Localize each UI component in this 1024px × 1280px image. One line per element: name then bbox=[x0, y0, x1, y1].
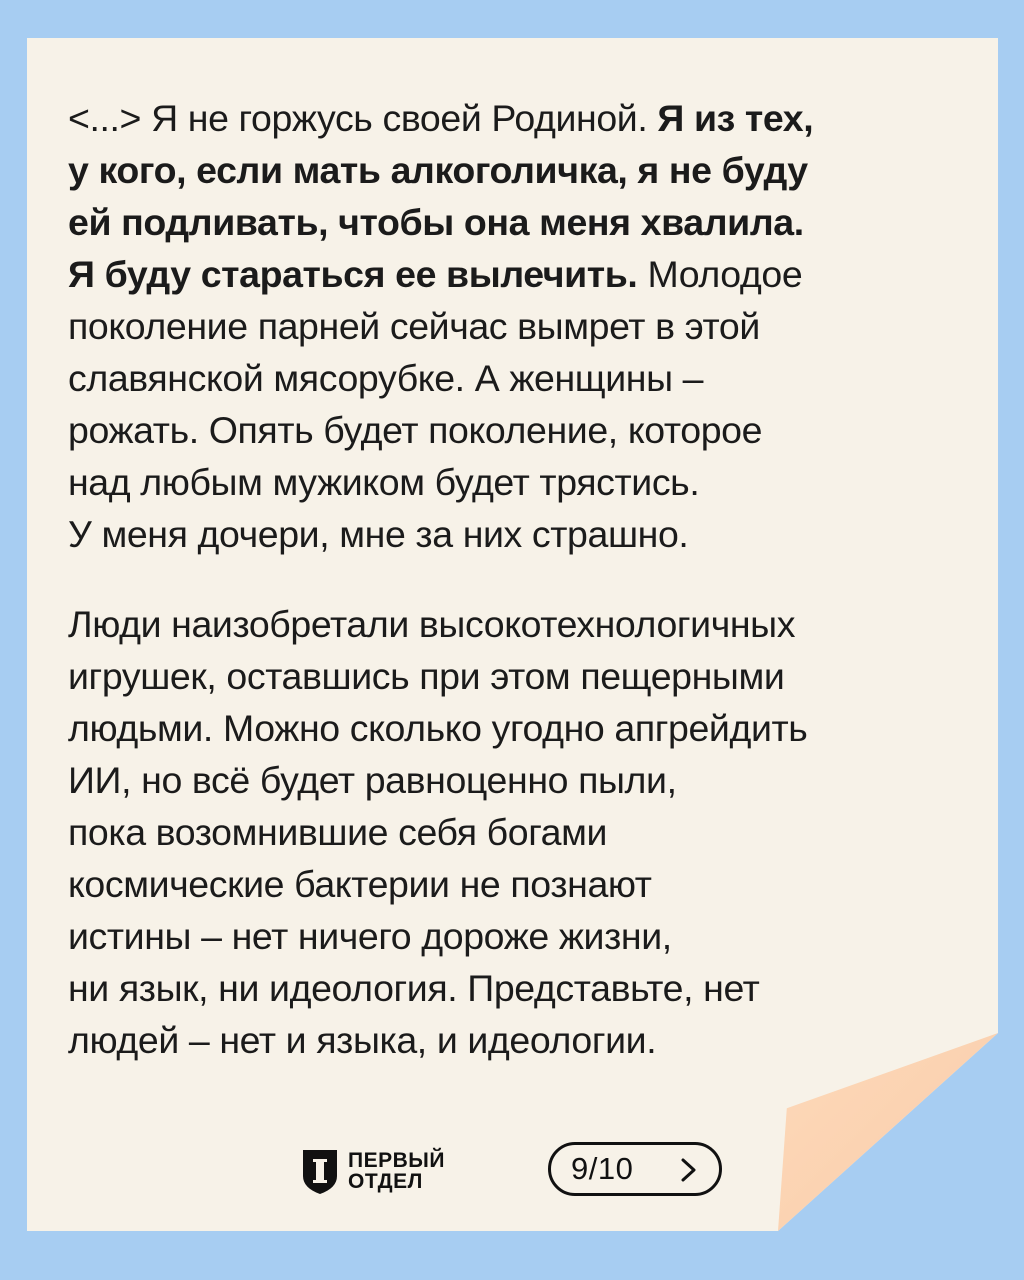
text-line: ей подливать, чтобы она меня хвалила. bbox=[68, 201, 804, 243]
text-line: людей – нет и языка, и идеологии. bbox=[68, 1019, 657, 1061]
text-line: У меня дочери, мне за них страшно. bbox=[68, 513, 689, 555]
text-line: ни язык, ни идеология. Представьте, нет bbox=[68, 967, 760, 1009]
text-line: игрушек, оставшись при этом пещерными bbox=[68, 655, 785, 697]
text-line: людьми. Можно сколько угодно апгрейдить bbox=[68, 707, 808, 749]
article-text bbox=[68, 92, 968, 1066]
text-line: поколение парней сейчас вымрет в этой bbox=[68, 305, 760, 347]
paragraph-2 bbox=[68, 598, 968, 1066]
brand-logo bbox=[300, 1146, 445, 1196]
text-regular: <...> Я не горжусь своей Родиной. bbox=[68, 97, 658, 139]
brand-name-line-1: ПЕРВЫЙ bbox=[348, 1149, 445, 1172]
text-bold: Я буду стараться ее вылечить. bbox=[68, 253, 638, 295]
text-line bbox=[68, 248, 968, 300]
paragraph-1 bbox=[68, 92, 968, 560]
page-counter: 9/10 bbox=[571, 1151, 634, 1186]
text-line: пока возомнившие себя богами bbox=[68, 811, 608, 853]
text-line: рожать. Опять будет поколение, которое bbox=[68, 409, 763, 451]
page-indicator-button[interactable] bbox=[548, 1142, 722, 1196]
text-line: славянской мясорубке. А женщины – bbox=[68, 357, 704, 399]
shield-icon bbox=[300, 1146, 340, 1196]
text-line bbox=[68, 92, 968, 144]
brand-name-line-2: ОТДЕЛ bbox=[348, 1170, 423, 1193]
text-line: Люди наизобретали высокотехнологичных bbox=[68, 603, 796, 645]
text-line: над любым мужиком будет трястись. bbox=[68, 461, 700, 503]
text-line: космические бактерии не познают bbox=[68, 863, 652, 905]
text-regular: Молодое bbox=[637, 253, 803, 295]
chevron-right-icon bbox=[677, 1157, 701, 1183]
brand-name bbox=[348, 1150, 445, 1192]
text-line: истины – нет ничего дороже жизни, bbox=[68, 915, 672, 957]
text-line: у кого, если мать алкоголичка, я не буду bbox=[68, 149, 808, 191]
text-bold: Я из тех, bbox=[657, 97, 814, 139]
text-line: ИИ, но всё будет равноценно пыли, bbox=[68, 759, 677, 801]
